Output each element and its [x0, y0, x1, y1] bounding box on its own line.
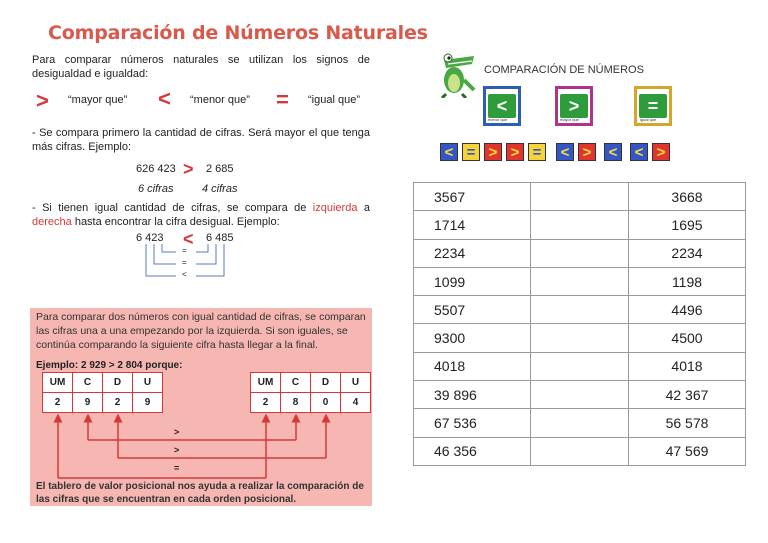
symbol-tiles	[440, 143, 670, 161]
left-number: 1714	[414, 211, 531, 239]
right-number: 2234	[629, 239, 746, 267]
crocodile-icon	[432, 50, 476, 98]
tile-8[interactable]: <	[604, 143, 622, 161]
table-row	[414, 183, 746, 211]
right-number: 1695	[629, 211, 746, 239]
answer-cell[interactable]	[531, 239, 629, 267]
tile-5[interactable]: =	[528, 143, 546, 161]
pv2-header-um: UM	[251, 373, 281, 393]
tile-6[interactable]: <	[556, 143, 574, 161]
intro-text: Para comparar números naturales se utilizan los signos de desigualdad e igualdad:	[32, 54, 370, 80]
word-izquierda: izquierda	[312, 202, 358, 214]
answer-cell[interactable]	[531, 381, 629, 409]
example2-right: 6 485	[206, 232, 234, 244]
example2-sign: <	[183, 229, 194, 249]
card-equal-symbol: =	[639, 94, 667, 118]
example2-step-3: <	[182, 270, 187, 279]
pv1-digit-d: 2	[103, 393, 133, 413]
tile-10[interactable]: >	[652, 143, 670, 161]
rule-left-to-right: - Si tienen igual cantidad de cifras, se compara de izquierda a derecha hasta encontrar la cifra desigual. Ejemplo:	[32, 202, 370, 228]
tile-1[interactable]: <	[440, 143, 458, 161]
answer-cell[interactable]	[531, 296, 629, 324]
answer-cell[interactable]	[531, 352, 629, 380]
answer-cell[interactable]	[531, 267, 629, 295]
right-number: 4496	[629, 296, 746, 324]
pv2-header-d: D	[311, 373, 341, 393]
right-number: 3668	[629, 183, 746, 211]
table-row	[414, 381, 746, 409]
tile-2[interactable]: =	[462, 143, 480, 161]
card-greater-than-caption: mayor que	[560, 117, 579, 122]
greater-than-label: “mayor que”	[68, 94, 128, 106]
tile-9[interactable]: <	[630, 143, 648, 161]
pv1-header-um: UM	[43, 373, 73, 393]
tile-3[interactable]: >	[484, 143, 502, 161]
word-derecha: derecha	[32, 216, 72, 228]
table-row	[414, 239, 746, 267]
pv2-digit-u: 4	[341, 393, 371, 413]
card-greater-than-symbol: >	[560, 94, 588, 118]
example1-right-note: 4 cifras	[202, 183, 238, 195]
pv1-header-c: C	[73, 373, 103, 393]
table-row	[414, 211, 746, 239]
right-number: 4018	[629, 352, 746, 380]
card-equal-caption: igual que	[640, 117, 657, 122]
example1-sign: >	[183, 159, 194, 179]
table-row	[414, 409, 746, 437]
positional-value-box	[30, 308, 372, 506]
box-example-label: Ejemplo: 2 929 > 2 804 porque:	[36, 360, 183, 371]
less-than-label: “menor que”	[190, 94, 250, 106]
left-number: 67 536	[414, 409, 531, 437]
table-row	[414, 324, 746, 352]
pv2-digit-um: 2	[251, 393, 281, 413]
box-explanation: Para comparar dos números con igual cantidad de cifras, se comparan las cifras una a una empezando por la izquierda. Si son iguales, se continúa comparando la siguiente cifra hasta llegar a la final.	[36, 311, 366, 351]
comparison-table	[413, 182, 746, 466]
example2-left: 6 423	[136, 232, 164, 244]
pv2-header-u: U	[341, 373, 371, 393]
answer-cell[interactable]	[531, 183, 629, 211]
left-number: 3567	[414, 183, 531, 211]
table-row	[414, 437, 746, 465]
relation-1: >	[174, 427, 180, 437]
example1-right: 2 685	[206, 163, 234, 175]
pv1-digit-u: 9	[133, 393, 163, 413]
answer-cell[interactable]	[531, 437, 629, 465]
table-row	[414, 296, 746, 324]
greater-than-sign: >	[36, 88, 49, 113]
page-title: Comparación de Números Naturales	[48, 22, 428, 44]
left-number: 2234	[414, 239, 531, 267]
pv1-digit-um: 2	[43, 393, 73, 413]
example1-left-note: 6 cifras	[138, 183, 174, 195]
left-number: 46 356	[414, 437, 531, 465]
pv1-header-u: U	[133, 373, 163, 393]
left-number: 39 896	[414, 381, 531, 409]
equal-label: “igual que”	[308, 94, 360, 106]
example2-step-1: =	[182, 246, 187, 255]
right-number: 4500	[629, 324, 746, 352]
answer-cell[interactable]	[531, 211, 629, 239]
comparison-title: COMPARACIÓN DE NÚMEROS	[484, 64, 644, 76]
table-row	[414, 352, 746, 380]
pv1-header-d: D	[103, 373, 133, 393]
right-number: 56 578	[629, 409, 746, 437]
card-less-than-symbol: <	[488, 94, 516, 118]
left-number: 4018	[414, 352, 531, 380]
rule-digit-count: - Se compara primero la cantidad de cifras. Será mayor el que tenga más cifras. Ejemplo:	[32, 127, 370, 153]
answer-cell[interactable]	[531, 324, 629, 352]
relation-2: >	[174, 445, 180, 455]
answer-cell[interactable]	[531, 409, 629, 437]
comparison-arrows	[30, 308, 372, 506]
table-row	[414, 267, 746, 295]
card-less-than-caption: menor que	[488, 117, 508, 122]
pv2-digit-d: 0	[311, 393, 341, 413]
equal-sign: =	[276, 87, 289, 112]
left-number: 1099	[414, 267, 531, 295]
right-number: 42 367	[629, 381, 746, 409]
left-number: 9300	[414, 324, 531, 352]
relation-3: =	[174, 463, 180, 473]
example1-left: 626 423	[136, 163, 176, 175]
box-footer: El tablero de valor posicional nos ayuda a realizar la comparación de las cifras que se encuentran en cada orden posicional.	[36, 481, 364, 505]
left-number: 5507	[414, 296, 531, 324]
tile-7[interactable]: >	[578, 143, 596, 161]
less-than-sign: <	[158, 86, 171, 111]
pv2-header-c: C	[281, 373, 311, 393]
example2-step-2: =	[182, 258, 187, 267]
right-number: 47 569	[629, 437, 746, 465]
tile-4[interactable]: >	[506, 143, 524, 161]
pv2-digit-c: 8	[281, 393, 311, 413]
pv1-digit-c: 9	[73, 393, 103, 413]
right-number: 1198	[629, 267, 746, 295]
